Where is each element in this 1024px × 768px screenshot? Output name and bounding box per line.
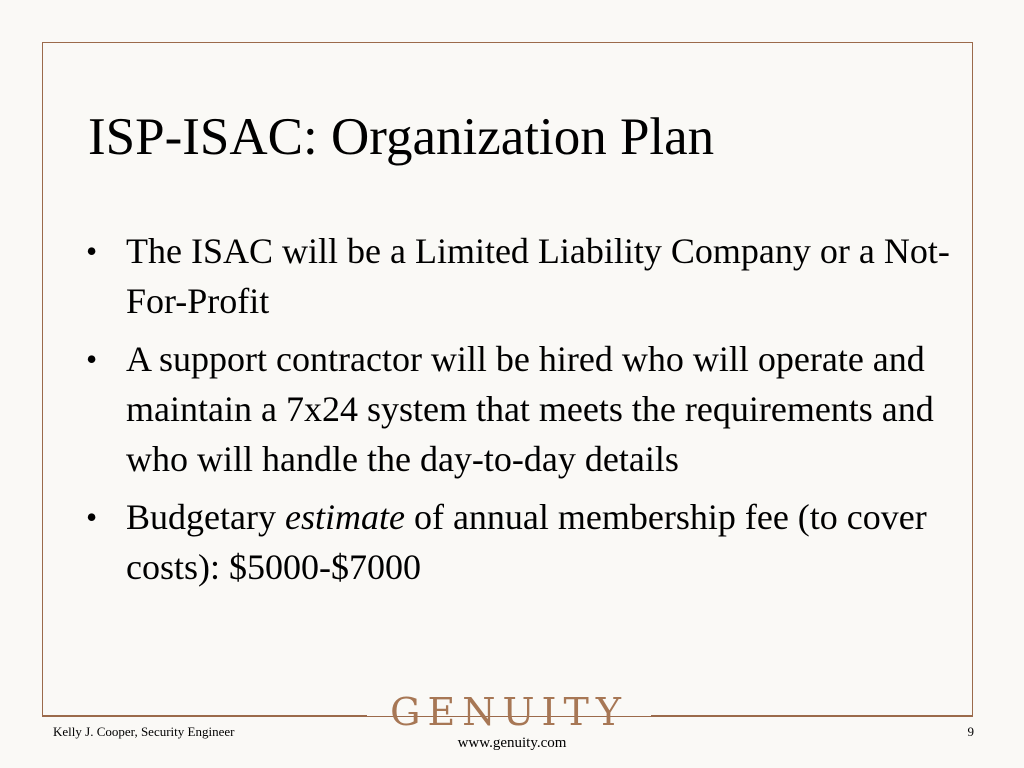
logo-wordmark: GENUITY — [390, 690, 628, 734]
bullet-icon: • — [86, 499, 98, 535]
bullet-text-prefix: Budgetary — [126, 497, 285, 537]
bullet-icon: • — [86, 341, 98, 377]
bullet-text — [126, 492, 956, 592]
bullet-text: A support contractor will be hired who will operate and maintain a 7x24 system that meets the requirements and who will handle the day-to-day details — [126, 339, 934, 479]
footer-divider-right — [651, 715, 973, 717]
bullet-item — [86, 226, 956, 326]
page-number: 9 — [967, 724, 974, 739]
bullet-icon: • — [86, 233, 98, 269]
bullet-list — [86, 226, 956, 600]
footer-divider-left — [42, 715, 367, 717]
bullet-text-suffix: of annual membership fee (to cover costs): $5000-$7000 — [126, 497, 927, 587]
footer-author: Kelly J. Cooper, Security Engineer — [53, 724, 235, 739]
bullet-item — [86, 334, 956, 484]
slide-title: ISP-ISAC: Organization Plan — [88, 108, 715, 166]
genuity-logo — [372, 688, 646, 736]
bullet-emphasis: estimate — [284, 497, 405, 537]
bullet-item — [86, 492, 956, 592]
bullet-text: The ISAC will be a Limited Liability Company or a Not-For-Profit — [126, 231, 950, 321]
footer-url[interactable]: www.genuity.com — [457, 735, 567, 751]
